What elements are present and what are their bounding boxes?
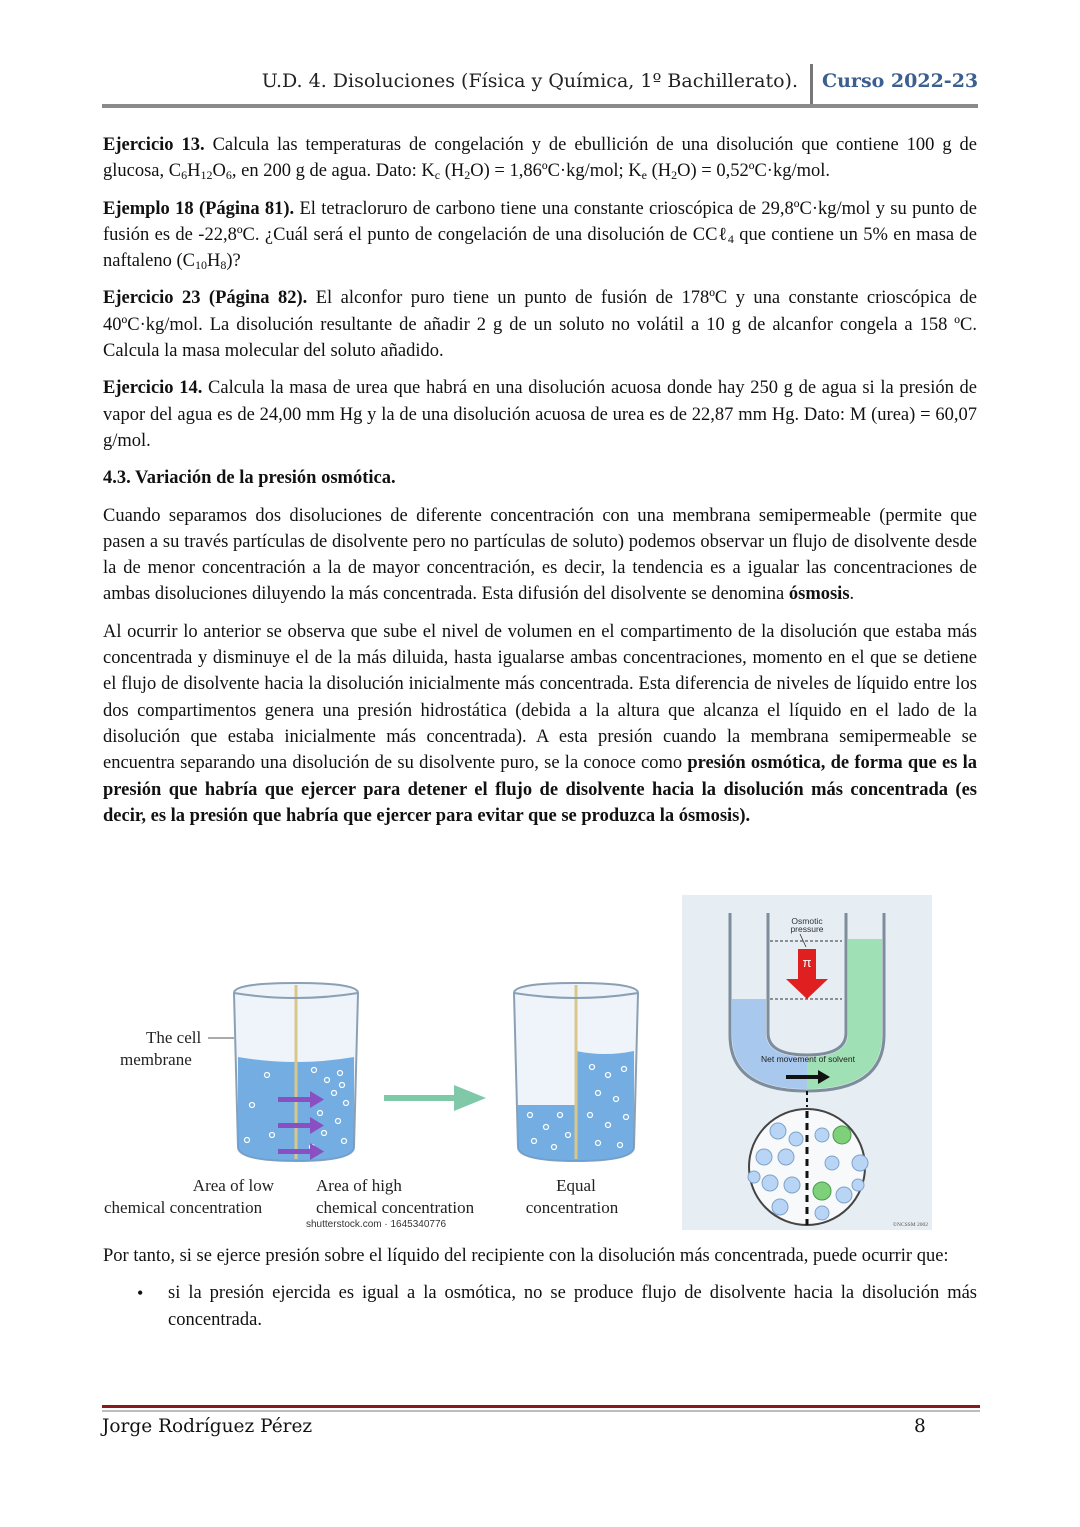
osmotic-pressure-paragraph [103, 619, 977, 829]
pressure-intro-paragraph: Por tanto, si se ejerce presión sobre el líquido del recipiente con la disolución más concentrada, puede ocurrir que: [103, 1246, 949, 1266]
text: O) = 1,86ºC·kg/mol; K [470, 161, 642, 182]
exercise-14-label: Ejercicio 14. [103, 378, 203, 399]
pressure-bullet-list [103, 1280, 977, 1333]
equal-label-1: Equal [556, 1176, 596, 1195]
bullet-text: si la presión ejercida es igual a la osmótica, no se produce flujo de disolvente hacia la disolución más concentrada. [168, 1283, 977, 1330]
text: O [212, 161, 226, 182]
text: . [849, 584, 855, 605]
header-rule [102, 104, 978, 108]
text: El tetracloruro de carbono tiene una constante crioscópica de 29,8ºC·kg/mol y su punto de fusión es de -22,8ºC. ¿Cuál será el punto de congelación de una disolución de CCℓ [103, 198, 977, 245]
low-label-2: chemical concentration [104, 1198, 263, 1217]
text: , en 200 g de agua. Dato: K [231, 161, 435, 182]
exercise-14 [103, 375, 977, 454]
net-movement-label: Net movement of solvent [760, 1054, 856, 1064]
text: (H [440, 161, 465, 182]
subscript: 12 [200, 168, 213, 183]
footer-rule [102, 1405, 980, 1408]
text: (H [646, 161, 672, 182]
beaker-1 [234, 983, 358, 1161]
header-course: Curso 2022-23 [822, 70, 979, 92]
footer-rule-secondary [102, 1410, 980, 1412]
u-tube-osmosis-figure [682, 895, 932, 1230]
text: Al ocurrir lo anterior se observa que sube el nivel de volumen en el compartimento de la disolución que estaba más concentrada y disminuye el de la más diluida, hasta igualarse ambas concentraciones, momento en el que se detiene el flujo de disolvente hacia la disolución inicialmente más concentrada. Esta diferencia de niveles de líquido entre los dos compartimentos genera una presión hidrostática (debida a la altura que alcanza el líquido en el lado de la disolución que estaba inicialmente más concentrada). A esta presión cuando la membrana semipermeable se encuentra separando una disolución de su disolvente puro, se la conoce como [103, 621, 977, 774]
subscript: 6 [225, 168, 232, 183]
main-content [103, 132, 977, 840]
subscript: 2 [671, 168, 678, 183]
flow-arrows [278, 1091, 324, 1160]
exercise-23-label: Ejercicio 23 (Página 82). [103, 288, 308, 309]
exercise-13-label: Ejercicio 13. [103, 135, 205, 155]
post-figure-content [103, 1243, 977, 1333]
subscript: c [434, 168, 441, 183]
subscript: 2 [464, 168, 471, 183]
page-header [102, 62, 978, 108]
equal-label-2: concentration [525, 1198, 619, 1217]
list-item [103, 1280, 977, 1333]
bold-definition: presión osmótica, de forma que es la presión que habría que ejercer para detener el flujo de disolvente hacia la disolución más concentrada (es decir, es la presión que habría que ejercer para evitar que se produzca la ósmosis). [103, 753, 977, 826]
footer-author: Jorge Rodríguez Pérez [102, 1416, 313, 1437]
membrane-label-2: membrane [120, 1050, 192, 1069]
text: Cuando separamos dos disoluciones de diferente concentración con una membrana semipermeable (permite que pasen a su través partículas de disolvente pero no partículas de soluto) podemos observar un flujo de disolvente desde la de menor concentración a la de mayor concentración, es decir, la tendencia es a igualar las concentraciones de ambas disoluciones diluyendo la más concentrada. Esta difusión del disolvente se denomina [103, 505, 977, 605]
osmotic-label-2: pressure [790, 924, 824, 934]
high-label-2: chemical concentration [316, 1198, 475, 1217]
transition-arrow [384, 1085, 486, 1111]
ncssm-credit: ©NCSSM 2002 [892, 1222, 928, 1228]
text: que contiene un 5% en masa de naftaleno (C [103, 224, 977, 272]
subscript: e [641, 168, 647, 183]
example-18 [103, 196, 977, 275]
text: H [187, 161, 201, 182]
text: El alconfor puro tiene un punto de fusión de 178ºC y una constante crioscópica de 40ºC·kg/mol. La disolución resultante de añadir 2 g de un soluto no volátil a 10 g de alcanfor congela a 158 ºC. Calcula la masa molecular del soluto añadido. [103, 288, 977, 362]
text: Calcula las temperaturas de congelación y de ebullición de una disolución que contiene 100 g de glucosa, C [103, 135, 977, 182]
bullet-icon: • [137, 1283, 144, 1304]
exercise-13 [103, 132, 977, 185]
membrane-label-1: The cell [146, 1028, 202, 1047]
text: )? [226, 251, 241, 272]
shutterstock-credit: shutterstock.com · 1645340776 [306, 1219, 447, 1230]
subscript: 6 [181, 168, 188, 183]
beaker-2 [514, 983, 638, 1161]
example-18-label: Ejemplo 18 (Página 81). [103, 198, 295, 219]
page-number: 8 [914, 1416, 926, 1437]
figure-row [102, 895, 932, 1231]
subscript: 4 [727, 231, 734, 246]
subscript: 10 [194, 258, 207, 273]
pi-symbol: π [802, 955, 812, 970]
text: O) = 0,52ºC·kg/mol. [677, 161, 831, 182]
subscript: 8 [220, 258, 227, 273]
section-title: 4.3. Variación de la presión osmótica. [103, 468, 396, 489]
text: Calcula la masa de urea que habrá en una disolución acuosa donde hay 250 g de agua si la presión de vapor del agua es de 24,00 mm Hg y la de una disolución acuosa de urea es de 22,87 mm Hg. Dato: M (urea) = 60,07 g/mol. [103, 378, 977, 451]
low-label-1: Area of low [192, 1176, 274, 1195]
text: H [206, 251, 221, 272]
bold-term: ósmosis [788, 584, 850, 605]
osmosis-paragraph [103, 503, 977, 608]
osmotic-label-1: Osmotic [791, 916, 823, 926]
header-separator [810, 64, 813, 104]
high-label-1: Area of high [316, 1176, 402, 1195]
exercise-23 [103, 285, 977, 364]
header-title: U.D. 4. Disoluciones (Física y Química, 1º Bachillerato). [261, 70, 798, 92]
osmosis-beakers-figure [102, 975, 662, 1231]
